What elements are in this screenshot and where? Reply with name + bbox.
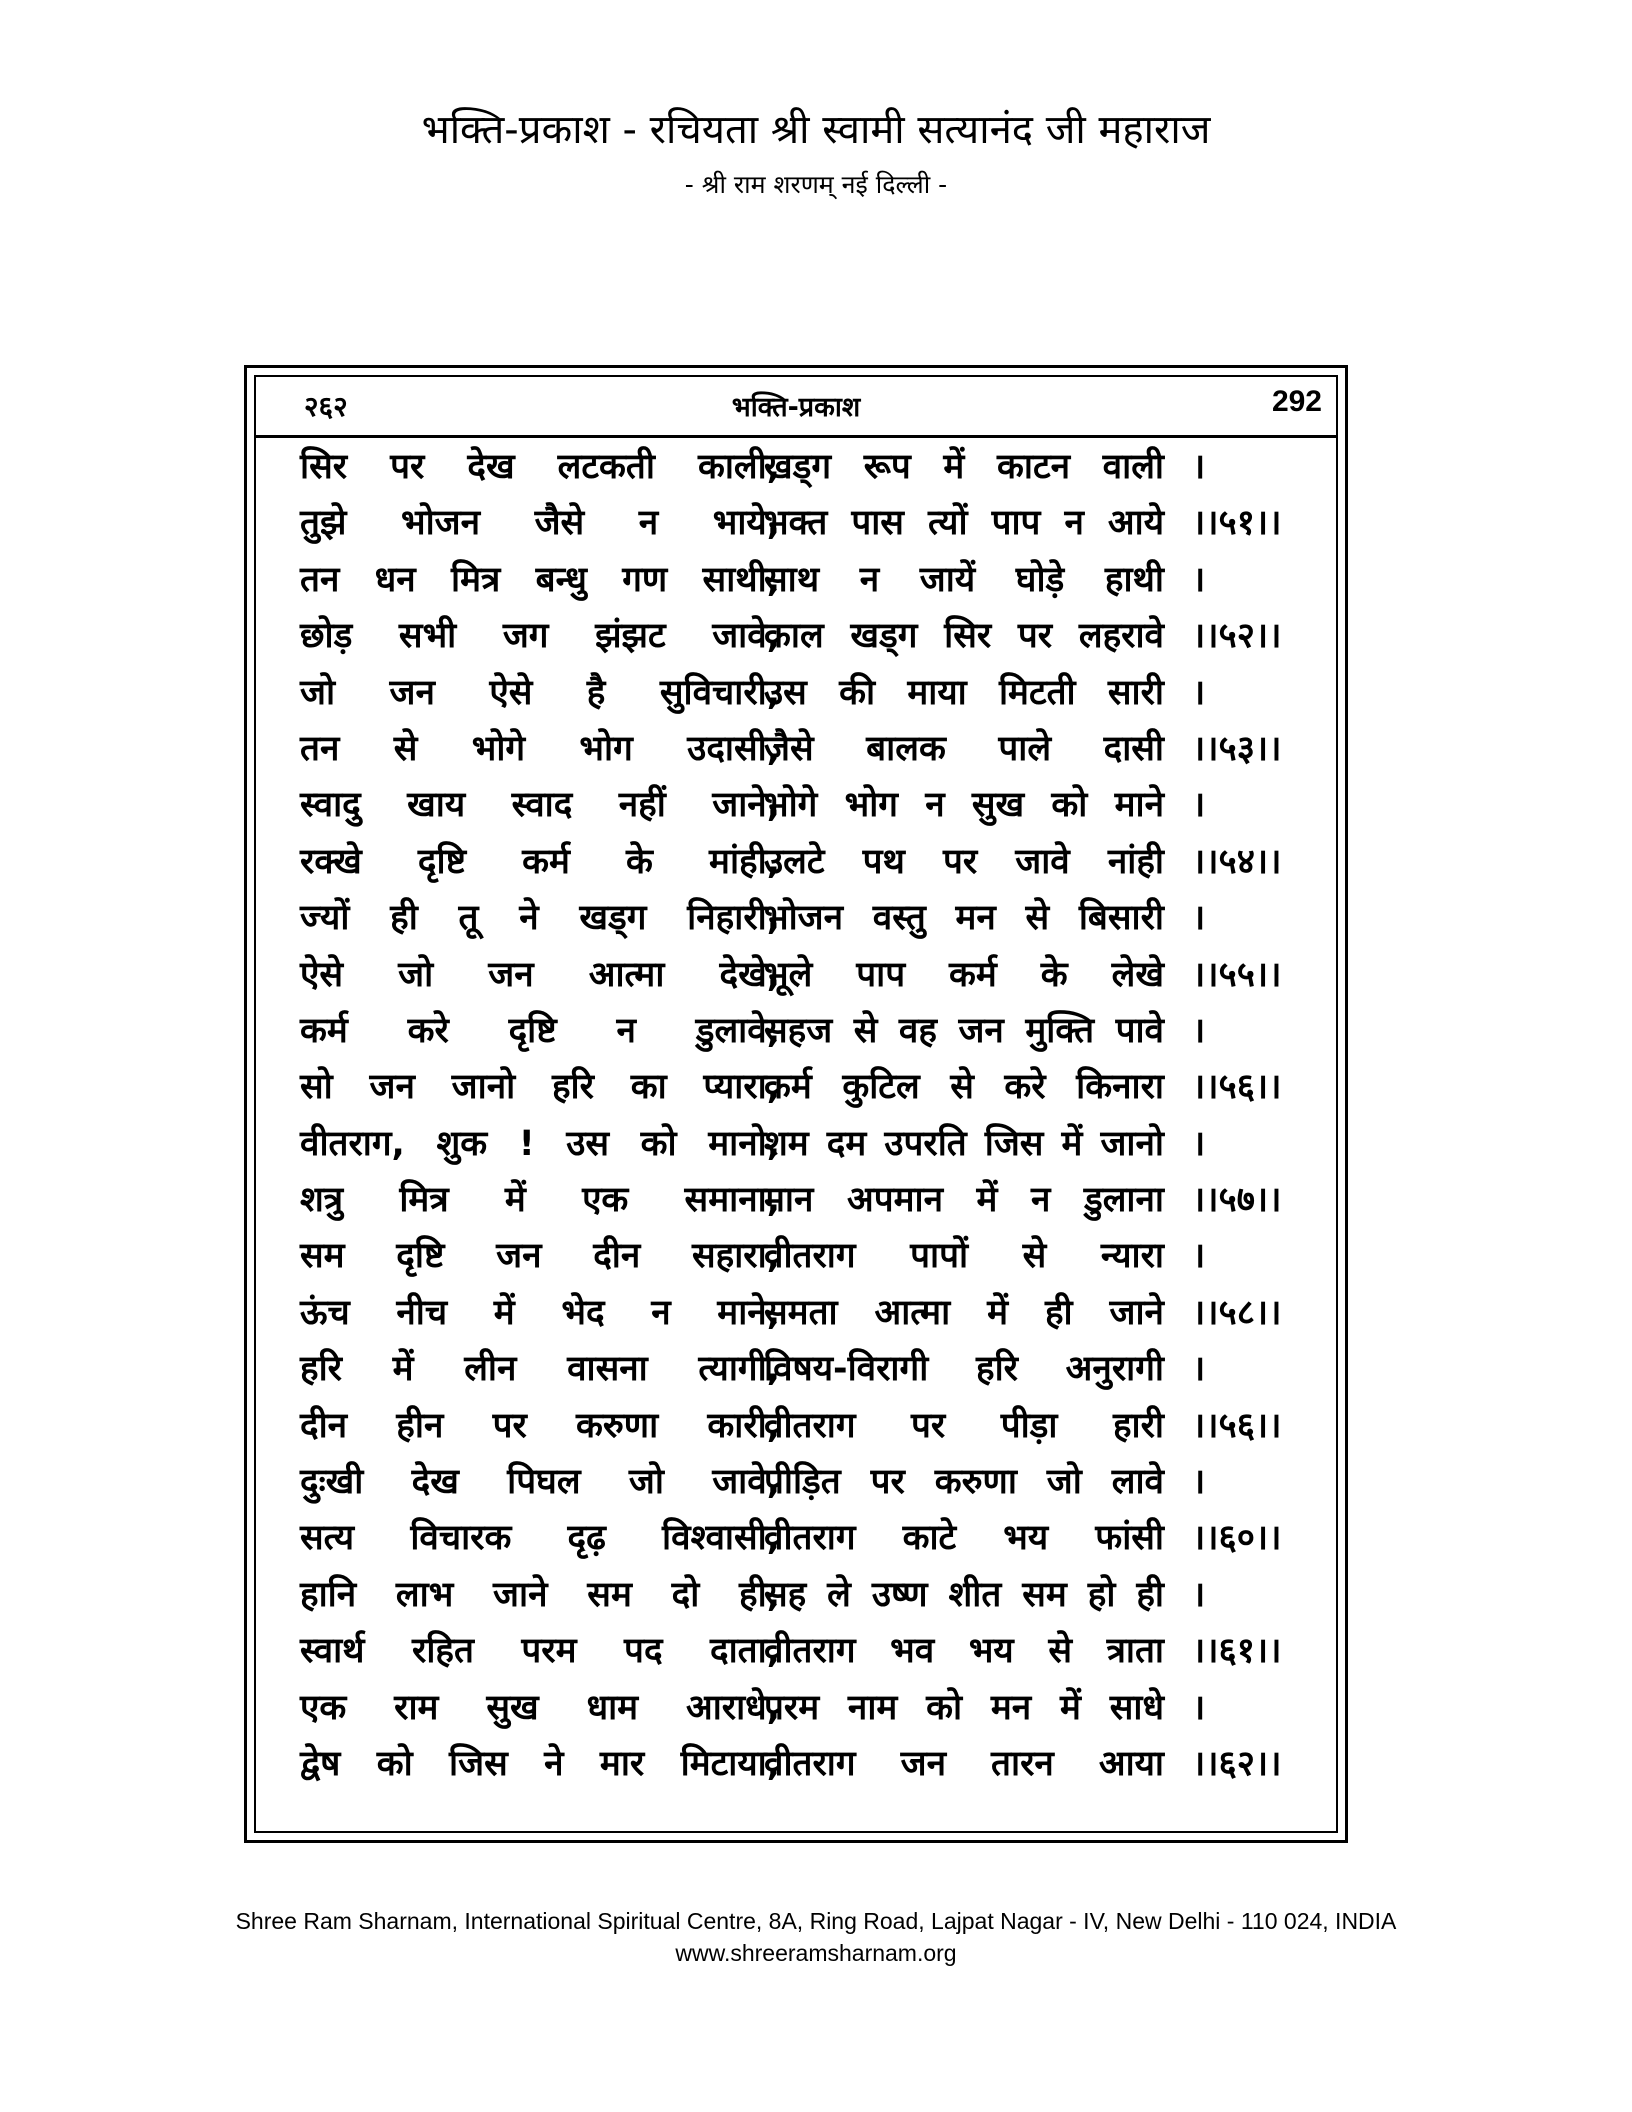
verse-line bbox=[256, 947, 1336, 1003]
page-title: भक्ति-प्रकाश - रचियता श्री स्वामी सत्यानंद जी महाराज bbox=[421, 107, 1211, 153]
verse-second-half: काल खड्ग सिर पर लहरावे bbox=[764, 616, 1164, 657]
verse-number: ।।६१।। bbox=[1192, 1631, 1282, 1672]
verse-first-half: छोड़ सभी जग झंझट जावे, bbox=[300, 616, 780, 657]
verse-second-half: समता आत्मा में ही जाने bbox=[764, 1292, 1164, 1333]
verse-second-half: जैसे बालक पाले दासी bbox=[764, 728, 1164, 769]
verse-first-half: वीतराग, शुक ! उस को मानो, bbox=[300, 1123, 780, 1164]
verse-line bbox=[256, 1398, 1336, 1454]
verse-second-half: परम नाम को मन में साधे bbox=[764, 1687, 1164, 1728]
verse-first-half: शत्रु मित्र में एक समाना, bbox=[300, 1180, 780, 1221]
page-footer bbox=[0, 1905, 1632, 1969]
verse-number: । bbox=[1192, 1349, 1206, 1390]
verse-first-half: दीन हीन पर करुणा कारी, bbox=[300, 1405, 780, 1446]
verse-number: ।।५४।। bbox=[1192, 841, 1282, 882]
verse-first-half: रक्खे दृष्टि कर्म के मांही, bbox=[300, 841, 780, 882]
verse-number: । bbox=[1192, 785, 1206, 826]
verse-number: । bbox=[1192, 1236, 1206, 1277]
verse-number: । bbox=[1192, 672, 1206, 713]
verse-line bbox=[256, 1680, 1336, 1736]
verse-second-half: उस की माया मिटती सारी bbox=[764, 672, 1164, 713]
verse-list bbox=[256, 439, 1336, 1792]
verse-first-half: ऊंच नीच में भेद न माने, bbox=[300, 1292, 780, 1333]
verse-number: ।।५५।। bbox=[1192, 954, 1282, 995]
verse-first-half: तन धन मित्र बन्धु गण साथी, bbox=[300, 559, 780, 600]
book-running-header bbox=[256, 377, 1336, 435]
verse-second-half: भक्त पास त्यों पाप न आये bbox=[764, 503, 1164, 544]
verse-second-half: भूले पाप कर्म के लेखे bbox=[764, 954, 1164, 995]
verse-first-half: द्वेष को जिस ने मार मिटाया, bbox=[300, 1743, 780, 1784]
verse-line bbox=[256, 1003, 1336, 1059]
verse-first-half: स्वार्थ रहित परम पद दाता, bbox=[300, 1631, 780, 1672]
verse-first-half: सम दृष्टि जन दीन सहारा, bbox=[300, 1236, 780, 1277]
verse-second-half: उलटे पथ पर जावे नांही bbox=[764, 841, 1164, 882]
verse-first-half: तुझे भोजन जैसे न भाये, bbox=[300, 503, 780, 544]
verse-second-half: वीतराग पापों से न्यारा bbox=[764, 1236, 1164, 1277]
verse-second-half: भोजन वस्तु मन से बिसारी bbox=[764, 898, 1164, 939]
verse-number: । bbox=[1192, 1687, 1206, 1728]
verse-line bbox=[256, 777, 1336, 833]
verse-line bbox=[256, 552, 1336, 608]
verse-number: ।।५१।। bbox=[1192, 503, 1282, 544]
verse-second-half: विषय-विरागी हरि अनुरागी bbox=[764, 1349, 1164, 1390]
verse-number: । bbox=[1192, 1462, 1206, 1503]
book-page-number-devanagari: २६२ bbox=[304, 390, 348, 423]
verse-line bbox=[256, 834, 1336, 890]
verse-second-half: वीतराग काटे भय फांसी bbox=[764, 1518, 1164, 1559]
verse-line bbox=[256, 1228, 1336, 1284]
verse-number: ।।५२।। bbox=[1192, 616, 1282, 657]
verse-second-half: वीतराग पर पीड़ा हारी bbox=[764, 1405, 1164, 1446]
verse-first-half: ऐसे जो जन आत्मा देखे, bbox=[300, 954, 780, 995]
verse-second-half: शम दम उपरति जिस में जानो bbox=[764, 1123, 1164, 1164]
page-header bbox=[0, 100, 1632, 206]
verse-line bbox=[256, 439, 1336, 495]
verse-line bbox=[256, 1736, 1336, 1792]
book-page-number: 292 bbox=[1271, 385, 1322, 418]
verse-line bbox=[256, 1567, 1336, 1623]
verse-second-half: वीतराग भव भय से त्राता bbox=[764, 1631, 1164, 1672]
verse-number: । bbox=[1192, 447, 1206, 487]
book-running-title: भक्ति-प्रकाश bbox=[731, 392, 861, 423]
book-page-inner-border bbox=[254, 375, 1338, 1833]
verse-line bbox=[256, 1285, 1336, 1341]
verse-line bbox=[256, 1172, 1336, 1228]
verse-number: ।।५६।। bbox=[1192, 1067, 1282, 1108]
verse-line bbox=[256, 1059, 1336, 1115]
verse-number: । bbox=[1192, 559, 1206, 600]
verse-number: ।।६२।। bbox=[1192, 1743, 1282, 1784]
verse-first-half: ज्यों ही तू ने खड्ग निहारी, bbox=[300, 898, 780, 939]
verse-second-half: पीड़ित पर करुणा जो लावे bbox=[764, 1462, 1164, 1503]
verse-number: ।।५८।। bbox=[1192, 1292, 1282, 1333]
header-divider bbox=[256, 435, 1336, 438]
verse-first-half: सिर पर देख लटकती काली, bbox=[300, 447, 780, 487]
verse-number: । bbox=[1192, 898, 1206, 939]
verse-second-half: भोगे भोग न सुख को माने bbox=[764, 785, 1164, 826]
verse-first-half: सो जन जानो हरि का प्यारा, bbox=[300, 1067, 780, 1108]
verse-first-half: हरि में लीन वासना त्यागी, bbox=[300, 1349, 780, 1390]
verse-line bbox=[256, 1341, 1336, 1397]
verse-number: । bbox=[1192, 1010, 1206, 1051]
page-subtitle: - श्री राम शरणम् नई दिल्ली - bbox=[684, 170, 948, 199]
verse-number: । bbox=[1192, 1574, 1206, 1615]
verse-line bbox=[256, 1510, 1336, 1566]
verse-line bbox=[256, 1623, 1336, 1679]
verse-second-half: वीतराग जन तारन आया bbox=[764, 1743, 1164, 1784]
verse-first-half: जो जन ऐसे है सुविचारी, bbox=[300, 672, 780, 713]
verse-line bbox=[256, 665, 1336, 721]
verse-line bbox=[256, 890, 1336, 946]
verse-line bbox=[256, 608, 1336, 664]
verse-number: ।।६०।। bbox=[1192, 1518, 1282, 1559]
verse-number: ।।५३।। bbox=[1192, 728, 1282, 769]
verse-number: । bbox=[1192, 1123, 1206, 1164]
verse-second-half: खड्ग रूप में काटन वाली bbox=[764, 447, 1164, 487]
verse-second-half: सह ले उष्ण शीत सम हो ही bbox=[764, 1574, 1164, 1615]
verse-first-half: तन से भोगे भोग उदासी, bbox=[300, 728, 780, 769]
verse-line bbox=[256, 1454, 1336, 1510]
verse-line bbox=[256, 721, 1336, 777]
footer-address: Shree Ram Sharnam, International Spiritual Centre, 8A, Ring Road, Lajpat Nagar - IV, New Delhi - 110 024, INDIA bbox=[235, 1908, 1397, 1934]
verse-first-half: हानि लाभ जाने सम दो ही, bbox=[300, 1574, 780, 1615]
verse-second-half: साथ न जायें घोड़े हाथी bbox=[764, 559, 1164, 600]
verse-line bbox=[256, 1116, 1336, 1172]
verse-first-half: दुःखी देख पिघल जो जावे, bbox=[300, 1462, 780, 1503]
scanned-book-page bbox=[244, 365, 1348, 1843]
verse-line bbox=[256, 495, 1336, 551]
verse-second-half: मान अपमान में न डुलाना bbox=[764, 1180, 1164, 1221]
verse-first-half: कर्म करे दृष्टि न डुलावे, bbox=[300, 1010, 780, 1051]
verse-first-half: सत्य विचारक दृढ़ विश्वासी, bbox=[300, 1518, 780, 1559]
verse-second-half: सहज से वह जन मुक्ति पावे bbox=[764, 1010, 1164, 1051]
verse-number: ।।५६।। bbox=[1192, 1405, 1282, 1446]
verse-number: ।।५७।। bbox=[1192, 1180, 1282, 1221]
verse-second-half: कर्म कुटिल से करे किनारा bbox=[764, 1067, 1164, 1108]
footer-website: www.shreeramsharnam.org bbox=[675, 1940, 957, 1966]
verse-first-half: स्वादु खाय स्वाद नहीं जाने, bbox=[300, 785, 780, 826]
verse-first-half: एक राम सुख धाम आराधे, bbox=[300, 1687, 780, 1728]
